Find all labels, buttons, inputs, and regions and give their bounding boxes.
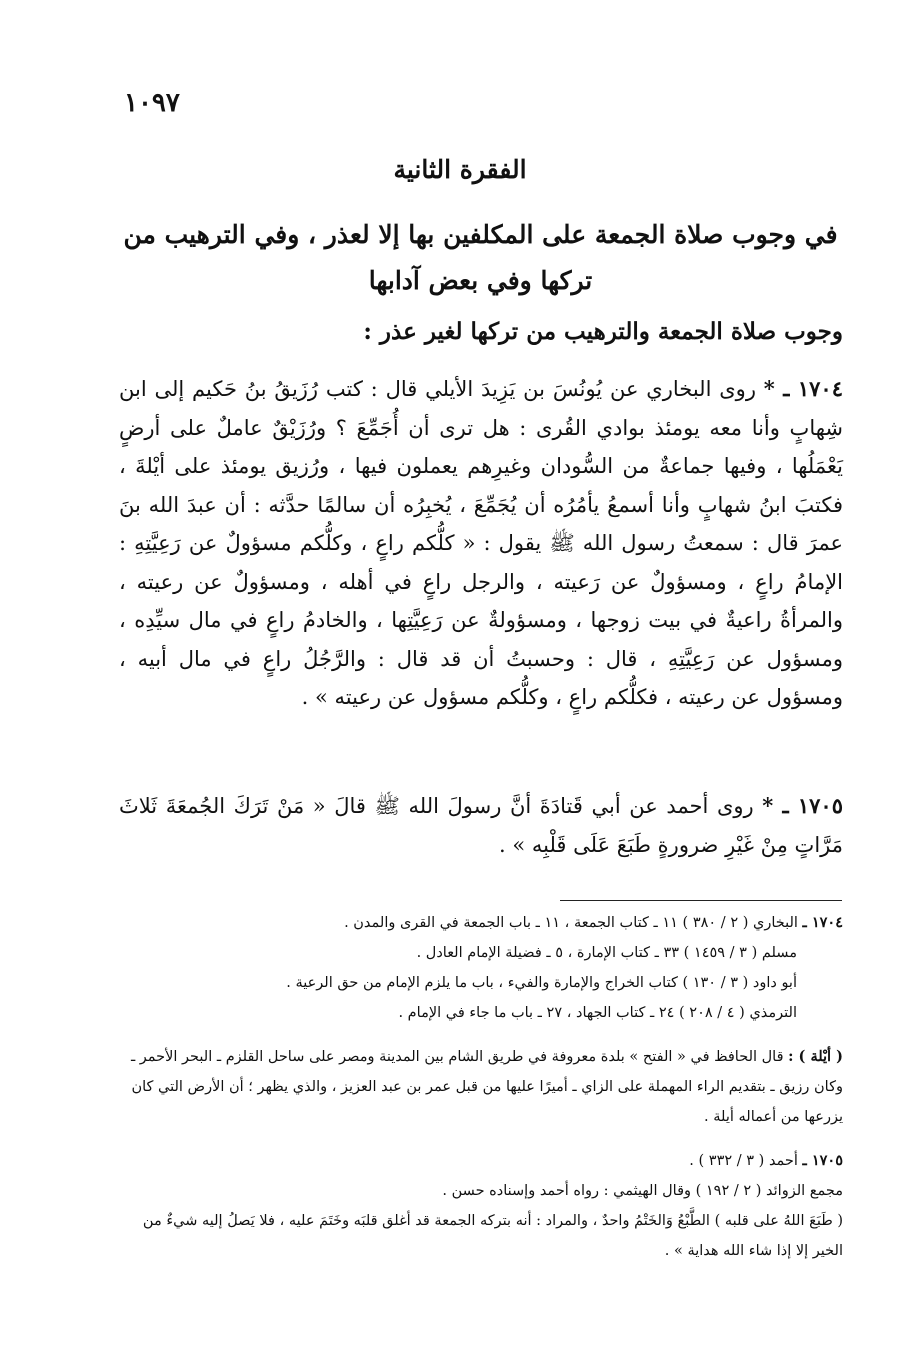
page-number: ١٠٩٧ [124, 88, 180, 118]
gloss-term: ( طَبَعَ اللهُ على قلبه ) [714, 1213, 843, 1229]
hadith-number: ١٧٠٤ ـ * [763, 376, 843, 401]
footnote-source: أحمد ( ٣ / ٣٣٢ ) . [689, 1153, 798, 1169]
hadith-text: روى البخاري عن يُونُسَ بن يَزِيدَ الأيلي قال : كتب رُزَيقُ بنُ حَكيم إلى ابن شِهابٍ وأنا معه يومئذ بوادي القُرى : هل ترى أن أُجَمِّعَ ؟ ورُزَيْقٌ عاملٌ على أرضٍ يَعْمَلُها ، وفيها جماعةٌ من السُّودان وغيرِهم يعملون فيها ، ورُزيق يومئذ على أيْلةَ ، فكتبَ ابنُ شهابٍ وأنا أسمعُ يأمُرُه أن يُجَمِّعَ ، يُخبِرُه أن سالمًا حدَّثه : أن عبدَ الله بنَ عمرَ قال : سمعتُ رسول الله ﷺ يقول : « كلُّكم راعٍ ، وكلُّكم مسؤولٌ عن رَعِيَّتِهِ : الإمامُ راعٍ ، ومسؤولٌ عن رَعيته ، والرجل راعٍ في أهله ، ومسؤولٌ عن رعيته ، والمرأةُ راعيةٌ في بيت زوجها ، ومسؤولةٌ عن رَعِيَّتِها ، والخادمُ راعٍ في مال سيِّدِه ، ومسؤول عن رَعِيَّتِهِ ، قال : وحسبتُ أن قد قال : والرَّجُلُ راعٍ في مال أبيه ، ومسؤول عن رعيته ، فكلُّكم راعٍ ، وكلُّكم مسؤول عن رعيته » . [119, 377, 843, 709]
footnote-1704 [113, 908, 843, 1028]
footnote-divider [560, 900, 842, 901]
subheading: وجوب صلاة الجمعة والترهيب من تركها لغير عذر : [363, 318, 843, 345]
hadith-1704 [119, 370, 843, 717]
hadith-text: روى أحمد عن أبي قَتادَةَ أنَّ رسولَ الله ﷺ قالَ « مَنْ تَرَكَ الجُمعَةَ ثَلاثَ مَرَّاتٍ مِنْ غَيْرِ ضرورةٍ طَبَعَ عَلَى قَلْبِه » . [119, 794, 843, 857]
footnote-line: مسلم ( ٣ / ١٤٥٩ ) ٣٣ ـ كتاب الإمارة ، ٥ ـ فضيلة الإمام العادل . [416, 945, 797, 961]
footnote-line: مجمع الزوائد ( ٢ / ١٩٢ ) وقال الهيثمي : رواه أحمد وإسناده حسن . [442, 1183, 843, 1199]
footnote-source: البخاري ( ٢ / ٣٨٠ ) ١١ ـ كتاب الجمعة ، ١١ ـ باب الجمعة في القرى والمدن . [344, 915, 798, 931]
gloss-term: ( أيْلة ) : [788, 1048, 843, 1065]
footnote-gloss [113, 1206, 843, 1266]
footnote-line [113, 1146, 843, 1176]
footnote-number: ١٧٠٤ ـ [802, 914, 843, 931]
footnote-ayla [113, 1042, 843, 1132]
footnote-line: الترمذي ( ٤ / ٢٠٨ ) ٢٤ ـ كتاب الجهاد ، ٢٧ ـ باب ما جاء في الإمام . [398, 1005, 797, 1021]
gloss-text: الطَّبْعُ وَالخَتْمُ واحدٌ ، والمراد : أنه بتركه الجمعة قد أغلق قلبَه وخَتَمَ عليه ، فلا يَصلُ إليه شيءٌ من الخير إلا إذا شاء الله هداية » . [142, 1213, 843, 1259]
chapter-title: في وجوب صلاة الجمعة على المكلفين بها إلا لعذر ، وفي الترهيب من تركها وفي بعض آدابها [123, 220, 838, 295]
footnote-line: أبو داود ( ٣ / ١٣٠ ) كتاب الخراج والإمارة والفيء ، باب ما يلزم الإمام من حق الرعية . [286, 975, 797, 991]
footnote-number: ١٧٠٥ ـ [802, 1152, 843, 1169]
gloss-text: قال الحافظ في « الفتح » بلدة معروفة في طريق الشام بين المدينة ومصر على ساحل القلزم ـ البحر الأحمر ـ وكان رزيق ـ بتقديم الراء المهملة على الزاي ـ أميرًا عليها من قبل عمر بن عبد العزيز ، والذي يظهر ؛ أن الأرض التي كان يزرعها من أعماله أيلة . [130, 1049, 843, 1125]
footnote-line [113, 908, 843, 938]
hadith-1705 [119, 787, 843, 864]
section-title: الفقرة الثانية [393, 155, 527, 184]
hadith-number: ١٧٠٥ ـ * [762, 793, 843, 818]
footnote-1705 [113, 1146, 843, 1266]
